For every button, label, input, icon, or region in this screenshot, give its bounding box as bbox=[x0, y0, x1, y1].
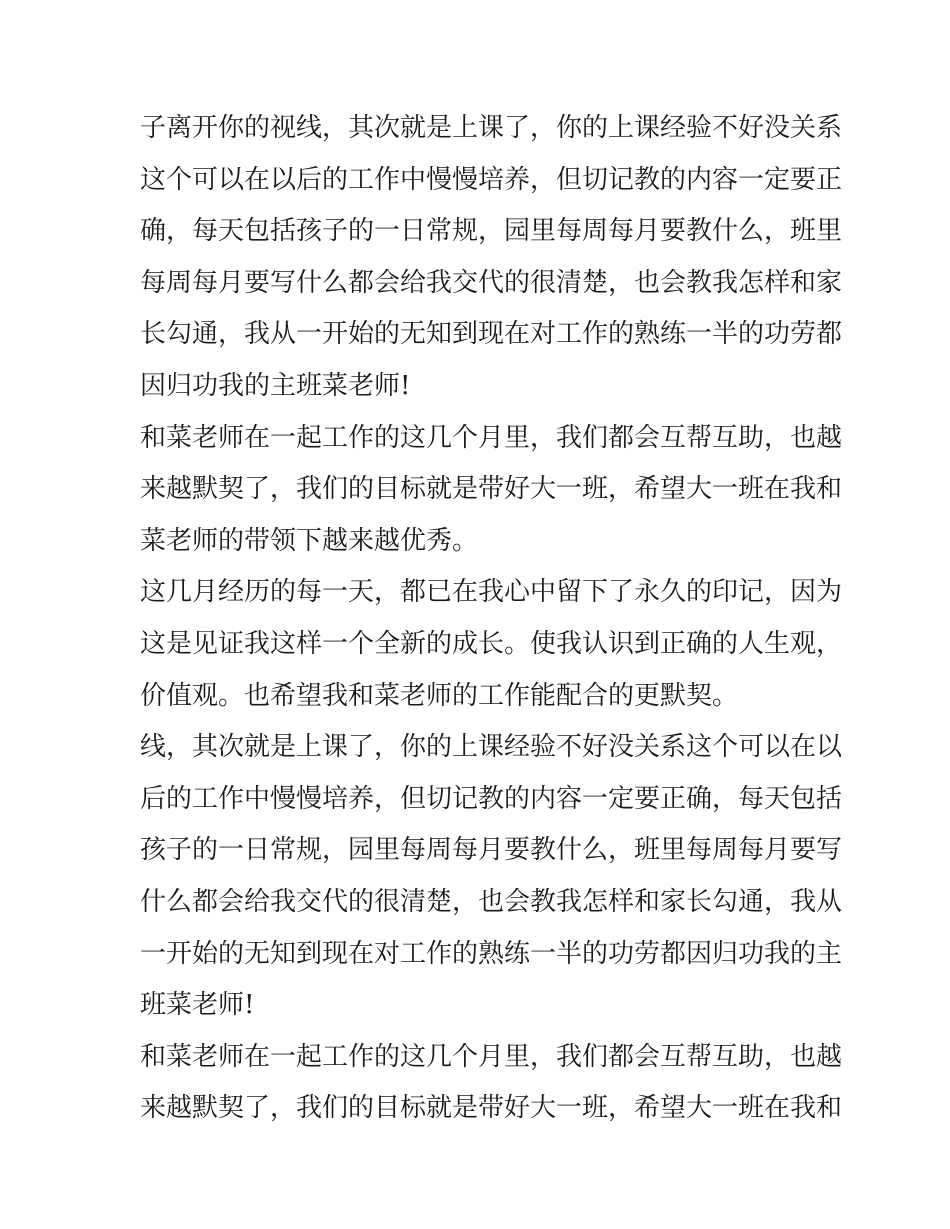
text-line: 因归功我的主班菜老师! bbox=[140, 370, 411, 401]
text-line: 这几月经历的每一天，都已在我心中留下了永久的印记，因为 bbox=[140, 577, 843, 608]
text-line: 这个可以在以后的工作中慢慢培养，但切记教的内容一定要正 bbox=[140, 164, 843, 195]
text-line: 确，每天包括孩子的一日常规，园里每周每月要教什么，班里 bbox=[140, 216, 843, 247]
text-line: 后的工作中慢慢培养，但切记教的内容一定要正确，每天包括 bbox=[140, 783, 843, 814]
body-text bbox=[140, 103, 843, 1135]
text-line: 孩子的一日常规，园里每周每月要教什么，班里每周每月要写 bbox=[140, 835, 843, 866]
text-line: 班菜老师! bbox=[140, 990, 255, 1021]
text-line: 什么都会给我交代的很清楚，也会教我怎样和家长勾通，我从 bbox=[140, 886, 843, 917]
text-line: 这是见证我这样一个全新的成长。使我认识到正确的人生观， bbox=[140, 628, 843, 659]
text-line: 来越默契了，我们的目标就是带好大一班，希望大一班在我和 bbox=[140, 1093, 843, 1124]
text-line: 和菜老师在一起工作的这几个月里，我们都会互帮互助，也越 bbox=[140, 1041, 843, 1072]
text-line: 和菜老师在一起工作的这几个月里，我们都会互帮互助，也越 bbox=[140, 422, 843, 453]
text-line: 长勾通，我从一开始的无知到现在对工作的熟练一半的功劳都 bbox=[140, 319, 843, 350]
text-line: 子离开你的视线，其次就是上课了，你的上课经验不好没关系 bbox=[140, 113, 843, 143]
text-line: 价值观。也希望我和菜老师的工作能配合的更默契。 bbox=[140, 680, 739, 711]
text-line: 每周每月要写什么都会给我交代的很清楚，也会教我怎样和家 bbox=[140, 267, 843, 298]
text-line: 线，其次就是上课了，你的上课经验不好没关系这个可以在以 bbox=[140, 732, 843, 763]
text-line: 来越默契了，我们的目标就是带好大一班，希望大一班在我和 bbox=[140, 474, 843, 505]
text-line: 一开始的无知到现在对工作的熟练一半的功劳都因归功我的主 bbox=[140, 938, 843, 969]
text-line: 菜老师的带领下越来越优秀。 bbox=[140, 525, 479, 556]
